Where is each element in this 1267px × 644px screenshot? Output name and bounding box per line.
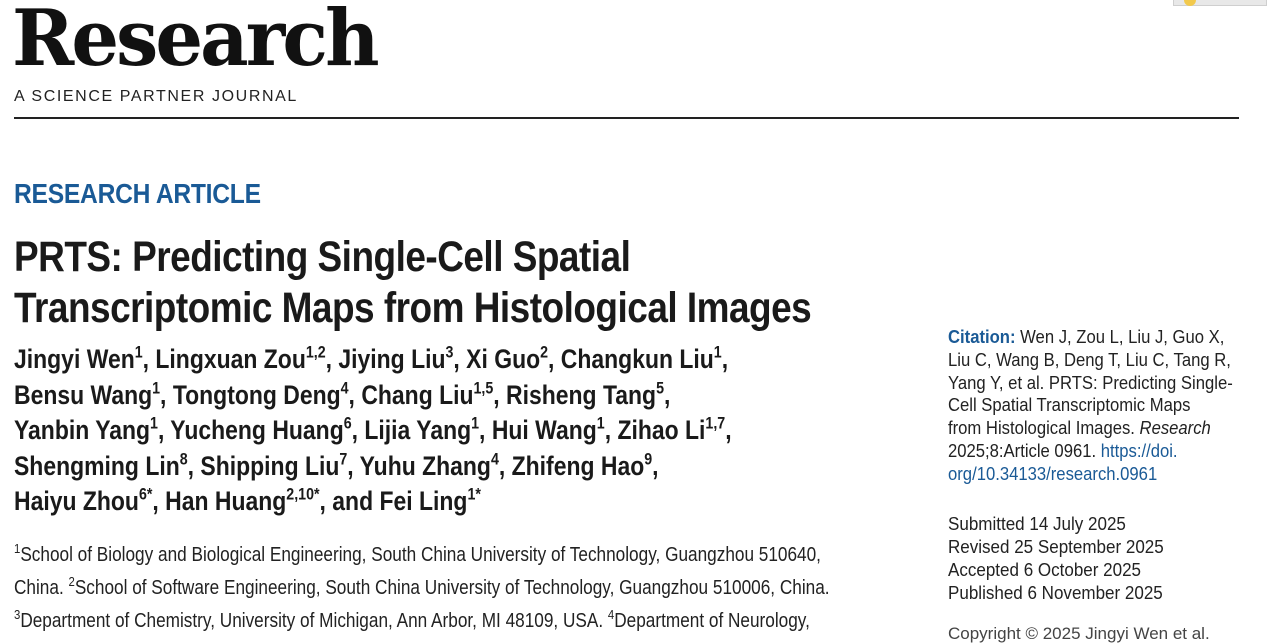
copyright-line: Copyright © 2025 Jingyi Wen et al. (948, 624, 1210, 643)
author: Jiying Liu$^3$, (338, 342, 467, 374)
citation-text: 2025;8:Article 0961. (948, 439, 1101, 461)
affiliation-text: School of Biology and Biological Engineering, South China University of Technology, Guangzhou 510640, (20, 544, 821, 566)
author-affiliation-marker: 2 (540, 342, 549, 362)
title-line: PRTS: Predicting Single-Cell Spatial (14, 233, 631, 281)
journal-tagline: A SCIENCE PARTNER JOURNAL (14, 88, 298, 105)
affiliation-number: 1 (14, 541, 21, 557)
article-title (14, 232, 874, 334)
author-name: Haiyu Zhou (14, 486, 139, 516)
citation-line (948, 417, 1218, 440)
author-line (14, 449, 864, 485)
citation-block (948, 326, 1233, 486)
author: Lingxuan Zou$^{1,2}$, (155, 342, 339, 374)
citation-line: Liu C, Wang B, Deng T, Liu C, Tang R, (948, 348, 1231, 370)
author-affiliation-marker: 8 (179, 449, 188, 469)
citation-line (948, 440, 1218, 463)
author-name: Jiying Liu (338, 344, 446, 374)
author-list (14, 342, 864, 520)
author-affiliation-marker: 3 (445, 342, 454, 362)
author-affiliation-marker: 1* (467, 484, 481, 504)
author-line (14, 342, 864, 378)
author-line (14, 378, 864, 414)
revised-date: Revised 25 September 2025 (948, 536, 1164, 557)
author-line (14, 484, 864, 520)
affiliation-number: 4 (607, 607, 615, 623)
author-name: Zihao Li (617, 415, 706, 445)
affiliation-text: School of Software Engineering, South China University of Technology, Guangzhou 510006, China. (74, 577, 830, 599)
affiliations (14, 539, 917, 638)
affiliation-line (14, 605, 917, 638)
author: Yanbin Yang$^1$, (14, 413, 171, 445)
author-name: Yucheng Huang (170, 415, 344, 445)
author-name: Lijia Yang (364, 415, 472, 445)
author: Risheng Tang$^5$, (506, 378, 671, 410)
submitted-date: Submitted 14 July 2025 (948, 513, 1126, 534)
author: Haiyu Zhou$^{6*}$, (14, 484, 166, 516)
affiliation-line (14, 539, 917, 572)
author-name: Tongtong Deng (172, 379, 341, 410)
affiliation-number: 3 (14, 607, 21, 623)
publication-dates (948, 512, 1164, 604)
author: Tongtong Deng$^4$, (172, 378, 362, 410)
author-affiliation-marker: 1 (596, 413, 605, 433)
author-affiliation-marker: 9 (644, 449, 653, 469)
author-affiliation-marker: 2,10* (286, 484, 320, 504)
author-affiliation-marker: 6* (138, 484, 153, 504)
author: Han Huang$^{2,10*}$, and (165, 484, 380, 516)
author-name: Shengming Lin (14, 450, 180, 481)
citation-text: Wen J, Zou L, Liu J, Guo X, (1015, 326, 1225, 347)
citation-journal: Research (1139, 417, 1211, 439)
citation-line (948, 463, 1218, 486)
author-name: Zhifeng Hao (511, 450, 645, 481)
article-type-label: RESEARCH ARTICLE (14, 178, 261, 209)
notification-icon (1184, 0, 1196, 6)
affiliation-number: 2 (68, 574, 75, 590)
affiliation-line (14, 572, 917, 605)
author: Yucheng Huang$^6$, (170, 413, 365, 445)
author-affiliation-marker: 4 (340, 378, 349, 398)
author-name: Hui Wang (491, 415, 597, 445)
author: Hui Wang$^1$, (491, 413, 618, 445)
citation-line: Yang Y, et al. PRTS: Predicting Single- (948, 371, 1233, 393)
author: Shipping Liu$^7$, (200, 449, 360, 481)
affiliation-text: Department of Neurology, (614, 610, 810, 632)
author-name: Yanbin Yang (14, 415, 151, 445)
published-date: Published 6 November 2025 (948, 582, 1163, 603)
author: Zihao Li$^{1,7}$, (617, 413, 732, 445)
author-name: Han Huang (165, 486, 287, 516)
affiliation-text: Department of Chemistry, University of Michigan, Ann Arbor, MI 48109, USA. (20, 610, 608, 632)
author-name: Jingyi Wen (14, 344, 135, 374)
author-name: Chang Liu (361, 379, 474, 410)
author-name: Xi Guo (466, 344, 541, 374)
journal-logo: Research (12, 0, 377, 84)
author-name: Lingxuan Zou (155, 344, 306, 374)
author-affiliation-marker: 6 (343, 413, 352, 433)
author: Xi Guo$^2$, (466, 342, 561, 374)
citation-line: Cell Spatial Transcriptomic Maps (948, 394, 1191, 416)
author-affiliation-marker: 1,2 (305, 342, 326, 362)
author (379, 486, 480, 516)
author: Lijia Yang$^1$, (364, 413, 492, 445)
citation-line (948, 326, 1225, 349)
author: Jingyi Wen$^1$, (14, 342, 156, 374)
header-divider (14, 117, 1239, 119)
author-affiliation-marker: 1,7 (705, 413, 726, 433)
accepted-date: Accepted 6 October 2025 (948, 559, 1142, 580)
author-name: Risheng Tang (506, 379, 657, 410)
author-affiliation-marker: 1 (134, 342, 143, 362)
title-line: Transcriptomic Maps from Histological Images (14, 284, 812, 332)
author-affiliation-marker: 5 (656, 378, 664, 398)
author-affiliation-marker: 1 (150, 413, 158, 433)
citation-text: from Histological Images. (948, 417, 1140, 439)
author-name: Bensu Wang (14, 379, 153, 410)
author-name: Changkun Liu (560, 344, 714, 374)
author-affiliation-marker: 1,5 (473, 378, 494, 398)
author: Chang Liu$^{1,5}$, (361, 378, 507, 410)
author-affiliation-marker: 1 (713, 342, 722, 362)
author-name: Fei Ling (379, 486, 468, 516)
author-name: Shipping Liu (200, 450, 340, 481)
author: Yuhu Zhang$^4$, (359, 449, 512, 481)
doi-link[interactable]: https://doi. (1100, 439, 1178, 461)
author: Changkun Liu$^1$, (560, 342, 729, 374)
author-affiliation-marker: 1 (152, 378, 161, 398)
author-affiliation-marker: 7 (339, 449, 348, 469)
doi-link[interactable]: org/10.34133/research.0961 (948, 462, 1158, 484)
author-affiliation-marker: 1 (471, 413, 480, 433)
author-name: Yuhu Zhang (359, 450, 491, 481)
author: Shengming Lin$^8$, (14, 449, 201, 481)
author-affiliation-marker: 4 (490, 449, 499, 469)
top-corner-widget[interactable] (1173, 0, 1267, 6)
author: Zhifeng Hao$^9$, (511, 449, 659, 481)
citation-label: Citation: (948, 326, 1016, 347)
author: Bensu Wang$^1$, (14, 378, 173, 410)
author-line (14, 413, 864, 449)
affiliation-text: China. (14, 577, 69, 599)
